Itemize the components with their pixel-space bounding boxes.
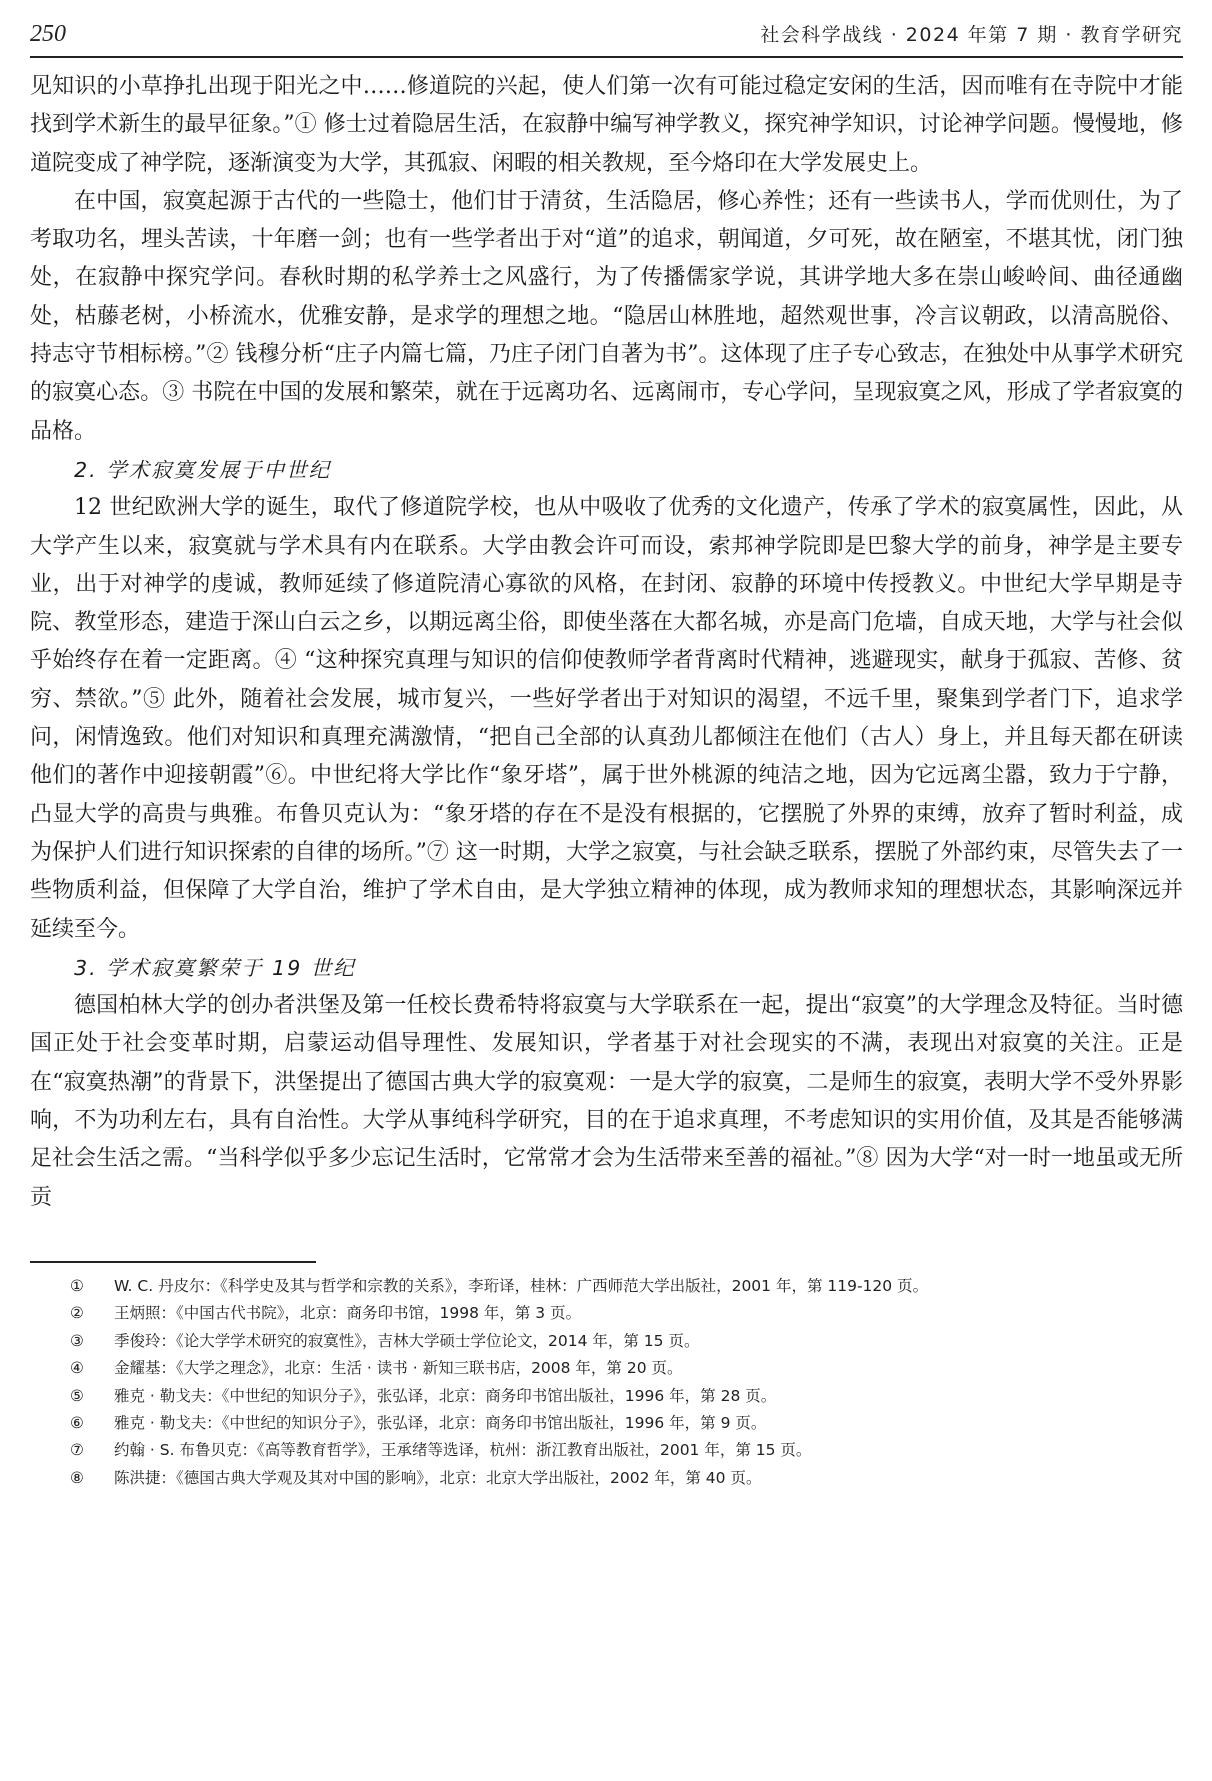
footnote — [70, 1355, 1183, 1382]
footnote-text: 金耀基：《大学之理念》，北京：生活 · 读书 · 新知三联书店，2008 年，第 20 页。 — [114, 1359, 683, 1378]
section-heading: 3. 学术寂寞繁荣于 19 世纪 — [74, 955, 356, 980]
paragraph: 德国柏林大学的创办者洪堡及第一任校长费希特将寂寞与大学联系在一起，提出“寂寞”的大学理念及特征。当时德国正处于社会变革时期，启蒙运动倡导理性、发展知识，学者基于对社会现实的不满，表现出对寂寞的关注。正是在“寂寞热潮”的背景下，洪堡提出了德国古典大学的寂寞观：一是大学的寂寞，二是师生的寂寞，表明大学不受外界影响，不为功利左右，具有自治性。大学从事纯科学研究，目的在于追求真理，不考虑知识的实用价值，及其是否能够满足社会生活之需。“当科学似乎多少忘记生活时，它常常才会为生活带来至善的福祉。”⑧ 因为大学“对一时一地虽或无所贡 — [30, 993, 1183, 1210]
footnote — [70, 1300, 1183, 1327]
paragraph: 12 世纪欧洲大学的诞生，取代了修道院学校，也从中吸收了优秀的文化遗产，传承了学术的寂寞属性，因此，从大学产生以来，寂寞就与学术具有内在联系。大学由教会许可而设，索邦神学院即是巴黎大学的前身，神学是主要专业，出于对神学的虔诚，教师延续了修道院清心寡欲的风格，在封闭、寂静的环境中传授教义。中世纪大学早期是寺院、教堂形态，建造于深山白云之乡，以期远离尘俗，即使坐落在大都名城，亦是高门危墙，自成天地，大学与社会似乎始终存在着一定距离。④ “这种探究真理与知识的信仰使教师学者背离时代精神，逃避现实，献身于孤寂、苦修、贫穷、禁欲。”⑤ 此外，随着社会发展，城市复兴，一些好学者出于对知识的渴望，不远千里，聚集到学者门下，追求学问，闲情逸致。他们对知识和真理充满激情，“把自己全部的认真劲儿都倾注在他们（古人）身上，并且每天都在研读他们的著作中迎接朝霞”⑥。中世纪将大学比作“象牙塔”，属于世外桃源的纯洁之地，因为它远离尘嚣，致力于宁静，凸显大学的高贵与典雅。布鲁贝克认为：“象牙塔的存在不是没有根据的，它摆脱了外界的束缚，放弃了暂时利益，成为保护人们进行知识探索的自律的场所。”⑦ 这一时期，大学之寂寞，与社会缺乏联系，摆脱了外部约束，尽管失去了一些物质利益，但保障了大学自治，维护了学术自由，是大学独立精神的体现，成为教师求知的理想状态，其影响深远并延续至今。 — [30, 495, 1183, 942]
article-body — [30, 68, 1183, 1217]
journal-title: 社会科学战线 · 2024 年第 7 期 · 教育学研究 — [760, 24, 1183, 46]
footnote-text: 雅克 · 勒戈夫：《中世纪的知识分子》，张弘译，北京：商务印书馆出版社，1996 年，第 9 页。 — [114, 1413, 767, 1432]
footnote-text: 季俊玲：《论大学学术研究的寂寞性》，吉林大学硕士学位论文，2014 年，第 15 页。 — [114, 1331, 700, 1350]
footnote — [70, 1410, 1183, 1437]
page-number: 250 — [30, 21, 66, 47]
footnote-mark: ⑧ — [70, 1468, 84, 1487]
footnote — [70, 1328, 1183, 1355]
footnote-mark: ④ — [70, 1359, 84, 1378]
footnotes — [70, 1273, 1183, 1492]
footnote — [70, 1383, 1183, 1410]
footnote-text: 陈洪捷：《德国古典大学观及其对中国的影响》，北京：北京大学出版社，2002 年，第 40 页。 — [114, 1468, 762, 1487]
footnote-text: 王炳照：《中国古代书院》，北京：商务印书馆，1998 年，第 3 页。 — [114, 1304, 582, 1323]
paragraph: 见知识的小草挣扎出现于阳光之中……修道院的兴起，使人们第一次有可能过稳定安闲的生活，因而唯有在寺院中才能找到学术新生的最早征象。”① 修士过着隐居生活，在寂静中编写神学教义，探究神学知识，讨论神学问题。慢慢地，修道院变成了神学院，逐渐演变为大学，其孤寂、闲暇的相关教规，至今烙印在大学发展史上。 — [30, 74, 1183, 176]
footnote — [70, 1273, 1183, 1300]
footnote-mark: ② — [70, 1304, 84, 1323]
footnote-mark: ③ — [70, 1331, 84, 1350]
page-header — [30, 20, 1183, 58]
footnote-mark: ⑦ — [70, 1441, 84, 1460]
footnote-mark: ① — [70, 1276, 84, 1295]
footnote-text: W. C. 丹皮尔：《科学史及其与哲学和宗教的关系》，李珩译，桂林：广西师范大学出版社，2001 年，第 119-120 页。 — [114, 1276, 929, 1295]
footnote-mark: ⑥ — [70, 1413, 84, 1432]
footnote — [70, 1437, 1183, 1464]
footnote-divider — [30, 1261, 316, 1263]
footnote-mark: ⑤ — [70, 1386, 84, 1405]
footnote-text: 雅克 · 勒戈夫：《中世纪的知识分子》，张弘译，北京：商务印书馆出版社，1996 年，第 28 页。 — [114, 1386, 777, 1405]
section-heading: 2. 学术寂寞发展于中世纪 — [74, 457, 332, 482]
footnote-text: 约翰 · S. 布鲁贝克：《高等教育哲学》，王承绪等选译，杭州：浙江教育出版社，2001 年，第 15 页。 — [114, 1441, 812, 1460]
footnote — [70, 1465, 1183, 1492]
paragraph: 在中国，寂寞起源于古代的一些隐士，他们甘于清贫，生活隐居，修心养性；还有一些读书人，学而优则仕，为了考取功名，埋头苦读，十年磨一剑；也有一些学者出于对“道”的追求，朝闻道，夕可死，故在陋室，不堪其忧，闭门独处，在寂静中探究学问。春秋时期的私学养士之风盛行，为了传播儒家学说，其讲学地大多在崇山峻岭间、曲径通幽处，枯藤老树，小桥流水，优雅安静，是求学的理想之地。“隐居山林胜地，超然观世事，冷言议朝政，以清高脱俗、持志守节相标榜。”② 钱穆分析“庄子内篇七篇，乃庄子闭门自著为书”。这体现了庄子专心致志，在独处中从事学术研究的寂寞心态。③ 书院在中国的发展和繁荣，就在于远离功名、远离闹市，专心学问，呈现寂寞之风，形成了学者寂寞的品格。 — [30, 188, 1183, 444]
